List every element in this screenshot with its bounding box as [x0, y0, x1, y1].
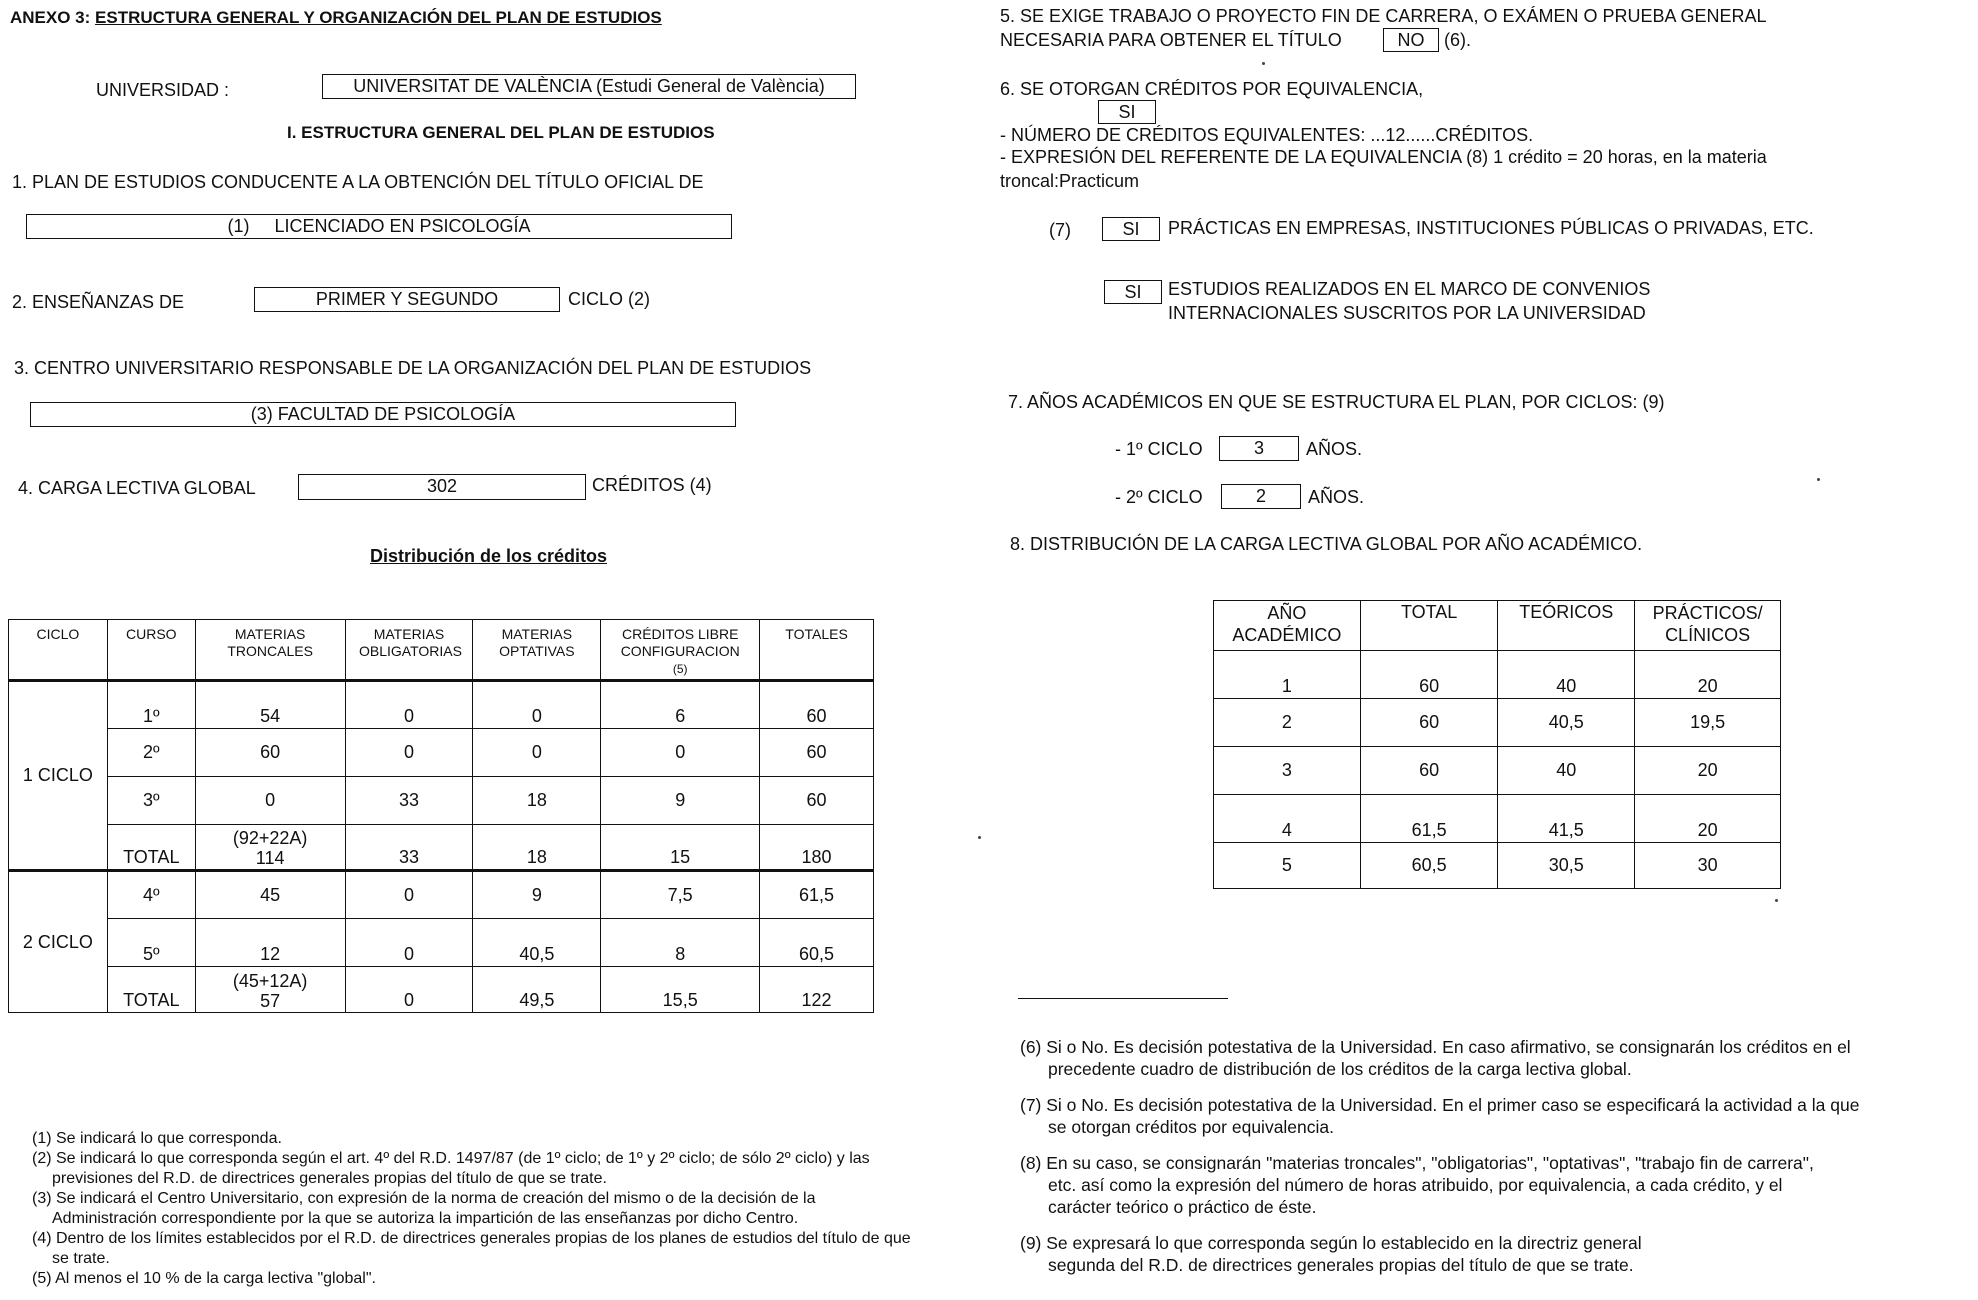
teoricos-cell: 41,5 [1498, 795, 1635, 843]
item6-opt1-num: (7) [1049, 220, 1071, 240]
degree-title-field: (1) LICENCIADO EN PSICOLOGÍA [26, 214, 732, 239]
practicos-cell: 20 [1635, 747, 1781, 795]
col-header-curso: CURSO [107, 620, 195, 681]
item2-label: 2. ENSEÑANZAS DE [12, 292, 185, 312]
teoricos-cell: 30,5 [1498, 843, 1635, 889]
total-cell: 60,5 [1360, 843, 1498, 889]
total-cell: 60 [1360, 699, 1498, 747]
ciclo1-years-label: - 1º CICLO [1115, 439, 1203, 459]
troncales-cell: 0 [195, 777, 345, 825]
right-footnotes [1020, 1036, 1859, 1276]
footnote: carácter teórico o práctico de éste. [1048, 1197, 1317, 1217]
footnote: (3) Se indicará el Centro Universitario, con expresión de la norma de creación del mismo o de la decisión de la [32, 1190, 816, 1207]
item5-line1: 5. SE EXIGE TRABAJO O PROYECTO FIN DE CARRERA, O EXÁMEN O PRUEBA GENERAL [1000, 6, 1767, 26]
total-cell: 60 [1360, 651, 1498, 699]
obligatorias-cell: 0 [345, 919, 473, 967]
curso-cell: 2º [107, 729, 195, 777]
scan-speck [1262, 62, 1265, 65]
item3-label: 3. CENTRO UNIVERSITARIO RESPONSABLE DE LA ORGANIZACIÓN DEL PLAN DE ESTUDIOS [14, 358, 812, 378]
table-header-row [1214, 601, 1781, 651]
year-cell: 4 [1214, 795, 1361, 843]
centro-field: (3) FACULTAD DE PSICOLOGÍA [30, 402, 736, 427]
table-row [1214, 651, 1781, 699]
footnote: previsiones del R.D. de directrices generales propias del título de que se trate. [52, 1170, 607, 1187]
footnote: (7) Si o No. Es decisión potestativa de la Universidad. En el primer caso se especificará la actividad a la que [1020, 1095, 1860, 1115]
curso-cell: 5º [107, 919, 195, 967]
footnote: se otorgan créditos por equivalencia. [1048, 1117, 1335, 1137]
optativas-cell: 49,5 [473, 967, 601, 1013]
totales-cell: 61,5 [760, 871, 874, 919]
item1-label: 1. PLAN DE ESTUDIOS CONDUCENTE A LA OBTENCIÓN DEL TÍTULO OFICIAL DE [12, 172, 704, 192]
credits-table [8, 619, 874, 1013]
totales-cell: 60 [760, 729, 874, 777]
footnote: etc. así como la expresión del número de horas atribuido, por equivalencia, a cada crédito, y el [1048, 1175, 1783, 1195]
scan-speck [1775, 899, 1778, 902]
ciclo2-years-field: 2 [1221, 484, 1301, 509]
col-header-practicos: PRÁCTICOS/ CLÍNICOS [1635, 601, 1781, 651]
optativas-cell: 0 [473, 729, 601, 777]
footnote-separator [1018, 998, 1228, 999]
equivalencia-field: SI [1098, 100, 1156, 124]
year-cell: 2 [1214, 699, 1361, 747]
col-header-teoricos: TEÓRICOS [1498, 601, 1635, 651]
col-header-total: TOTAL [1360, 601, 1498, 651]
col-header-ano: AÑO ACADÉMICO [1214, 601, 1361, 651]
year-cell: 5 [1214, 843, 1361, 889]
obligatorias-cell: 33 [345, 777, 473, 825]
table-row [9, 871, 874, 919]
troncales-total-cell: (92+22A) 114 [195, 825, 345, 871]
annex-label: ANEXO 3: [10, 8, 91, 27]
obligatorias-cell: 33 [345, 825, 473, 871]
obligatorias-cell: 0 [345, 729, 473, 777]
ensenanzas-field: PRIMER Y SEGUNDO [254, 287, 560, 312]
annex-title: ESTRUCTURA GENERAL Y ORGANIZACIÓN DEL PLAN DE ESTUDIOS [95, 8, 662, 27]
item4-suffix: CRÉDITOS (4) [592, 475, 712, 495]
table-row [1214, 795, 1781, 843]
troncales-cell: 60 [195, 729, 345, 777]
ciclo2-years-label: - 2º CICLO [1115, 487, 1203, 507]
obligatorias-cell: 0 [345, 871, 473, 919]
section-title: I. ESTRUCTURA GENERAL DEL PLAN DE ESTUDIOS [287, 123, 715, 142]
troncales-total-cell: (45+12A) 57 [195, 967, 345, 1013]
table-row [9, 681, 874, 729]
footnote: (4) Dentro de los límites establecidos por el R.D. de directrices generales propias de los planes de estudios del título de que [32, 1230, 911, 1247]
footnote: (6) Si o No. Es decisión potestativa de la Universidad. En caso afirmativo, se consignarán los créditos en el [1020, 1037, 1851, 1057]
table-row-total [9, 967, 874, 1013]
teoricos-cell: 40,5 [1498, 699, 1635, 747]
optativas-cell: 9 [473, 871, 601, 919]
footnote: Administración correspondiente por la que se autoriza la impartición de las enseñanzas por dicho Centro. [52, 1210, 799, 1227]
table-row [1214, 843, 1781, 889]
item5-line2: NECESARIA PARA OBTENER EL TÍTULO [1000, 30, 1342, 50]
teoricos-cell: 40 [1498, 651, 1635, 699]
footnote: precedente cuadro de distribución de los créditos de la carga lectiva global. [1048, 1059, 1632, 1079]
convenios-field: SI [1104, 280, 1162, 304]
totales-cell: 60,5 [760, 919, 874, 967]
footnote: segunda del R.D. de directrices generales propias del título de que se trate. [1048, 1255, 1634, 1275]
table-row [1214, 699, 1781, 747]
troncales-cell: 54 [195, 681, 345, 729]
libre-cell: 0 [601, 729, 760, 777]
teoricos-cell: 40 [1498, 747, 1635, 795]
libre-cell: 7,5 [601, 871, 760, 919]
total-cell: 61,5 [1360, 795, 1498, 843]
col-header-ciclo: CICLO [9, 620, 108, 681]
trabajo-fin-field: NO [1383, 28, 1439, 52]
libre-cell: 6 [601, 681, 760, 729]
ciclo1-years-field: 3 [1219, 436, 1299, 461]
ciclo2-years-suffix: AÑOS. [1308, 487, 1365, 507]
col-header-obligatorias: MATERIAS OBLIGATORIAS [345, 620, 473, 681]
col-header-optativas: MATERIAS OPTATIVAS [473, 620, 601, 681]
scan-speck [1817, 478, 1820, 481]
practicos-cell: 20 [1635, 651, 1781, 699]
curso-cell: 3º [107, 777, 195, 825]
left-footnotes [32, 1129, 992, 1289]
year-cell: 3 [1214, 747, 1361, 795]
col-header-troncales: MATERIAS TRONCALES [195, 620, 345, 681]
item6-label: 6. SE OTORGAN CRÉDITOS POR EQUIVALENCIA, [1000, 79, 1424, 99]
table-row-total [9, 825, 874, 871]
ciclo2-label: 2 CICLO [9, 871, 108, 1013]
university-field: UNIVERSITAT DE VALÈNCIA (Estudi General de València) [322, 74, 856, 99]
item6-opt2-text2: INTERNACIONALES SUSCRITOS POR LA UNIVERSIDAD [1168, 303, 1646, 323]
item5-suffix: (6). [1444, 30, 1471, 50]
practicos-cell: 19,5 [1635, 699, 1781, 747]
totales-cell: 60 [760, 777, 874, 825]
totales-cell: 60 [760, 681, 874, 729]
practicos-cell: 30 [1635, 843, 1781, 889]
ciclo1-years-suffix: AÑOS. [1306, 439, 1363, 459]
carga-lectiva-field: 302 [298, 474, 586, 500]
troncales-cell: 45 [195, 871, 345, 919]
optativas-cell: 18 [473, 825, 601, 871]
obligatorias-cell: 0 [345, 967, 473, 1013]
footnote: (1) Se indicará lo que corresponda. [32, 1130, 282, 1147]
table-row [1214, 747, 1781, 795]
footnote: se trate. [52, 1250, 110, 1267]
col-header-totales: TOTALES [760, 620, 874, 681]
item8-label: 8. DISTRIBUCIÓN DE LA CARGA LECTIVA GLOBAL POR AÑO ACADÉMICO. [1010, 534, 1643, 554]
col-header-libre-config: CRÉDITOS LIBRE CONFIGURACION (5) [601, 620, 760, 681]
ciclo1-label: 1 CICLO [9, 681, 108, 871]
libre-cell: 8 [601, 919, 760, 967]
item4-label: 4. CARGA LECTIVA GLOBAL [18, 478, 256, 498]
optativas-cell: 40,5 [473, 919, 601, 967]
table-row [9, 777, 874, 825]
year-cell: 1 [1214, 651, 1361, 699]
totales-cell: 122 [760, 967, 874, 1013]
footnote: (9) Se expresará lo que corresponda según lo establecido en la directriz general [1020, 1233, 1642, 1253]
year-distribution-table [1213, 600, 1781, 889]
footnote: (8) En su caso, se consignarán "materias troncales", "obligatorias", "optativas", "trabajo fin de carrera", [1020, 1153, 1814, 1173]
libre-cell: 9 [601, 777, 760, 825]
total-label: TOTAL [107, 825, 195, 871]
libre-cell: 15 [601, 825, 760, 871]
footnote: (2) Se indicará lo que corresponda según el art. 4º del R.D. 1497/87 (de 1º ciclo; de 1º y 2º ciclo; de sólo 2º ciclo) y las [32, 1150, 870, 1167]
curso-cell: 4º [107, 871, 195, 919]
table-row [9, 729, 874, 777]
item2-suffix: CICLO (2) [568, 289, 651, 309]
optativas-cell: 0 [473, 681, 601, 729]
item6-opt2-text1: ESTUDIOS REALIZADOS EN EL MARCO DE CONVENIOS [1168, 279, 1651, 299]
footnote: (5) Al menos el 10 % de la carga lectiva "global". [32, 1270, 376, 1287]
distribution-title: Distribución de los créditos [370, 546, 608, 566]
libre-cell: 15,5 [601, 967, 760, 1013]
item6-expr-line2: troncal:Practicum [1000, 171, 1140, 191]
optativas-cell: 18 [473, 777, 601, 825]
total-label: TOTAL [107, 967, 195, 1013]
troncales-cell: 12 [195, 919, 345, 967]
item6-expr-line: - EXPRESIÓN DEL REFERENTE DE LA EQUIVALENCIA (8) 1 crédito = 20 horas, en la materia [1000, 147, 1767, 167]
curso-cell: 1º [107, 681, 195, 729]
item6-num-line: - NÚMERO DE CRÉDITOS EQUIVALENTES: ...12......CRÉDITOS. [1000, 125, 1534, 145]
table-row [9, 919, 874, 967]
university-label: UNIVERSIDAD : [96, 80, 230, 100]
practicas-field: SI [1102, 217, 1160, 241]
item6-opt1-text: PRÁCTICAS EN EMPRESAS, INSTITUCIONES PÚBLICAS O PRIVADAS, ETC. [1168, 218, 1814, 238]
annex-heading [10, 8, 662, 28]
totales-cell: 180 [760, 825, 874, 871]
total-cell: 60 [1360, 747, 1498, 795]
practicos-cell: 20 [1635, 795, 1781, 843]
obligatorias-cell: 0 [345, 681, 473, 729]
scan-speck [978, 836, 981, 839]
item7-label: 7. AÑOS ACADÉMICOS EN QUE SE ESTRUCTURA EL PLAN, POR CICLOS: (9) [1008, 392, 1665, 412]
